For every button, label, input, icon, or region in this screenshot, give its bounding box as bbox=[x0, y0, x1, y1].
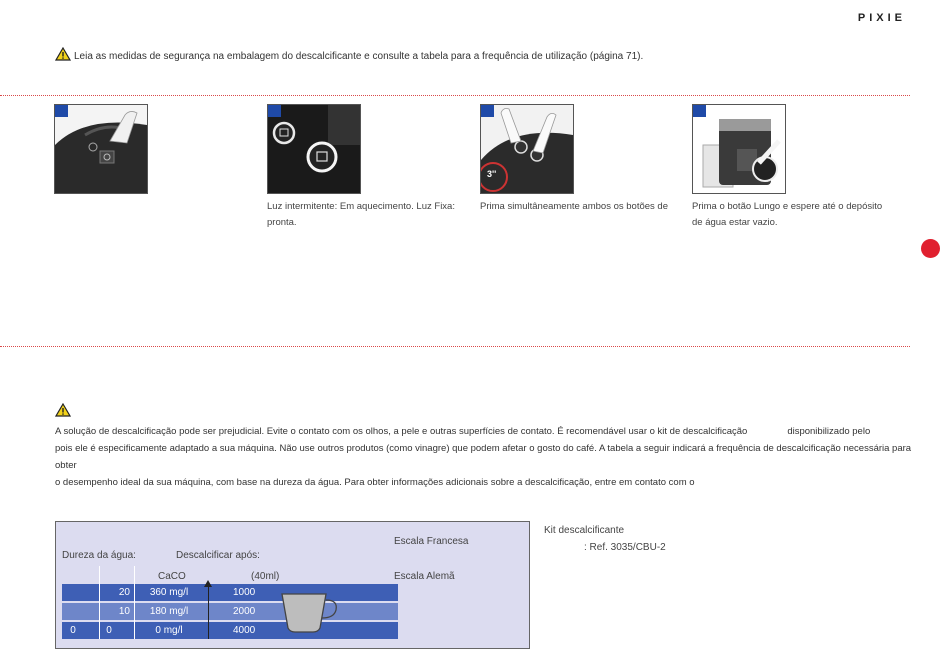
step-number-badge bbox=[55, 105, 68, 117]
kit-ref: : Ref. 3035/CBU-2 bbox=[584, 542, 666, 553]
caution-line-3: o desempenho ideal da sua máquina, com base na dureza da água. Para obter informações adicionais sobre a descalcificação, entre em contato com o bbox=[55, 477, 695, 488]
warning-triangle-icon bbox=[55, 403, 71, 417]
safety-warning bbox=[55, 47, 643, 62]
scale-german-label: Escala Alemã bbox=[394, 571, 455, 582]
volume-header: (40ml) bbox=[251, 571, 280, 582]
scale-french-label: Escala Francesa bbox=[394, 536, 469, 547]
cell-french: 0 bbox=[70, 625, 76, 636]
cell-french bbox=[62, 603, 100, 620]
section-divider bbox=[0, 95, 910, 96]
lit-buttons-image bbox=[268, 105, 360, 193]
cell-french bbox=[62, 584, 100, 601]
cell-german: 10 bbox=[118, 606, 130, 617]
section-divider bbox=[0, 346, 910, 347]
caution-line-1a: A solução de descalcificação pode ser prejudicial. Evite o contato com os olhos, a pele e outras superfícies de contato. É recomendável usar o kit de descalcificação bbox=[55, 426, 748, 437]
descale-after-label: Descalcificar após: bbox=[176, 550, 260, 561]
cell-cups: 4000 bbox=[233, 625, 256, 636]
cell-mg: 360 mg/l bbox=[149, 587, 189, 598]
descaling-kit-info bbox=[544, 522, 666, 556]
step-2-illustration bbox=[267, 104, 361, 194]
step-number-badge bbox=[268, 105, 281, 117]
timer-label: 3'' bbox=[487, 169, 497, 179]
coffee-cup-icon bbox=[280, 592, 342, 634]
kit-title: Kit descalcificante bbox=[544, 525, 625, 536]
cell-cups: 1000 bbox=[233, 587, 256, 598]
cell-cups: 2000 bbox=[233, 606, 256, 617]
step-3-caption: Prima simultâneamente ambos os botões de bbox=[480, 201, 668, 212]
machine-top-finger-image bbox=[55, 105, 147, 193]
step-2-caption: Luz intermitente: Em aquecimento. Luz Fixa: pronta. bbox=[267, 201, 455, 228]
safety-warning-text: Leia as medidas de segurança na embalagem do descalcificante e consulte a tabela para a frequência de utilização (página 71). bbox=[74, 51, 644, 62]
water-hardness-table bbox=[55, 521, 530, 649]
caco-header: CaCO bbox=[158, 571, 186, 582]
lungo-button-image bbox=[693, 105, 785, 193]
step-4-caption: Prima o botão Lungo e espere até o depósito de água estar vazio. bbox=[692, 201, 883, 228]
arrow-up-icon bbox=[204, 580, 212, 587]
caution-line-2: pois ele é especificamente adaptado a sua máquina. Não use outros produtos (como vinagre) que podem afetar o gosto do café. A tabela a seguir indicará a frequência de descalcificação necessária para obter bbox=[55, 443, 912, 471]
step-number-badge bbox=[481, 105, 494, 117]
cell-german: 20 bbox=[118, 587, 130, 598]
step-4-illustration bbox=[692, 104, 786, 194]
press-both-buttons-image bbox=[481, 105, 573, 193]
table-row bbox=[62, 622, 398, 639]
water-hardness-label: Dureza da água: bbox=[62, 550, 136, 561]
column-divider bbox=[134, 566, 135, 639]
column-divider bbox=[99, 566, 100, 639]
step-number-badge bbox=[693, 105, 706, 117]
cell-mg: 0 mg/l bbox=[155, 625, 183, 636]
caution-text bbox=[55, 423, 915, 491]
caution-line-1b: disponibilizado pelo bbox=[787, 426, 871, 437]
step-1-illustration bbox=[54, 104, 148, 194]
chapter-marker-dot bbox=[921, 239, 940, 258]
table-row bbox=[62, 584, 398, 601]
brand-logo: PIXIE bbox=[857, 12, 906, 24]
cell-german: 0 bbox=[106, 625, 112, 636]
warning-triangle-icon bbox=[55, 47, 71, 61]
cell-mg: 180 mg/l bbox=[149, 606, 189, 617]
table-row bbox=[62, 603, 398, 620]
step-3-illustration bbox=[480, 104, 574, 194]
hardness-arrow bbox=[208, 586, 209, 639]
